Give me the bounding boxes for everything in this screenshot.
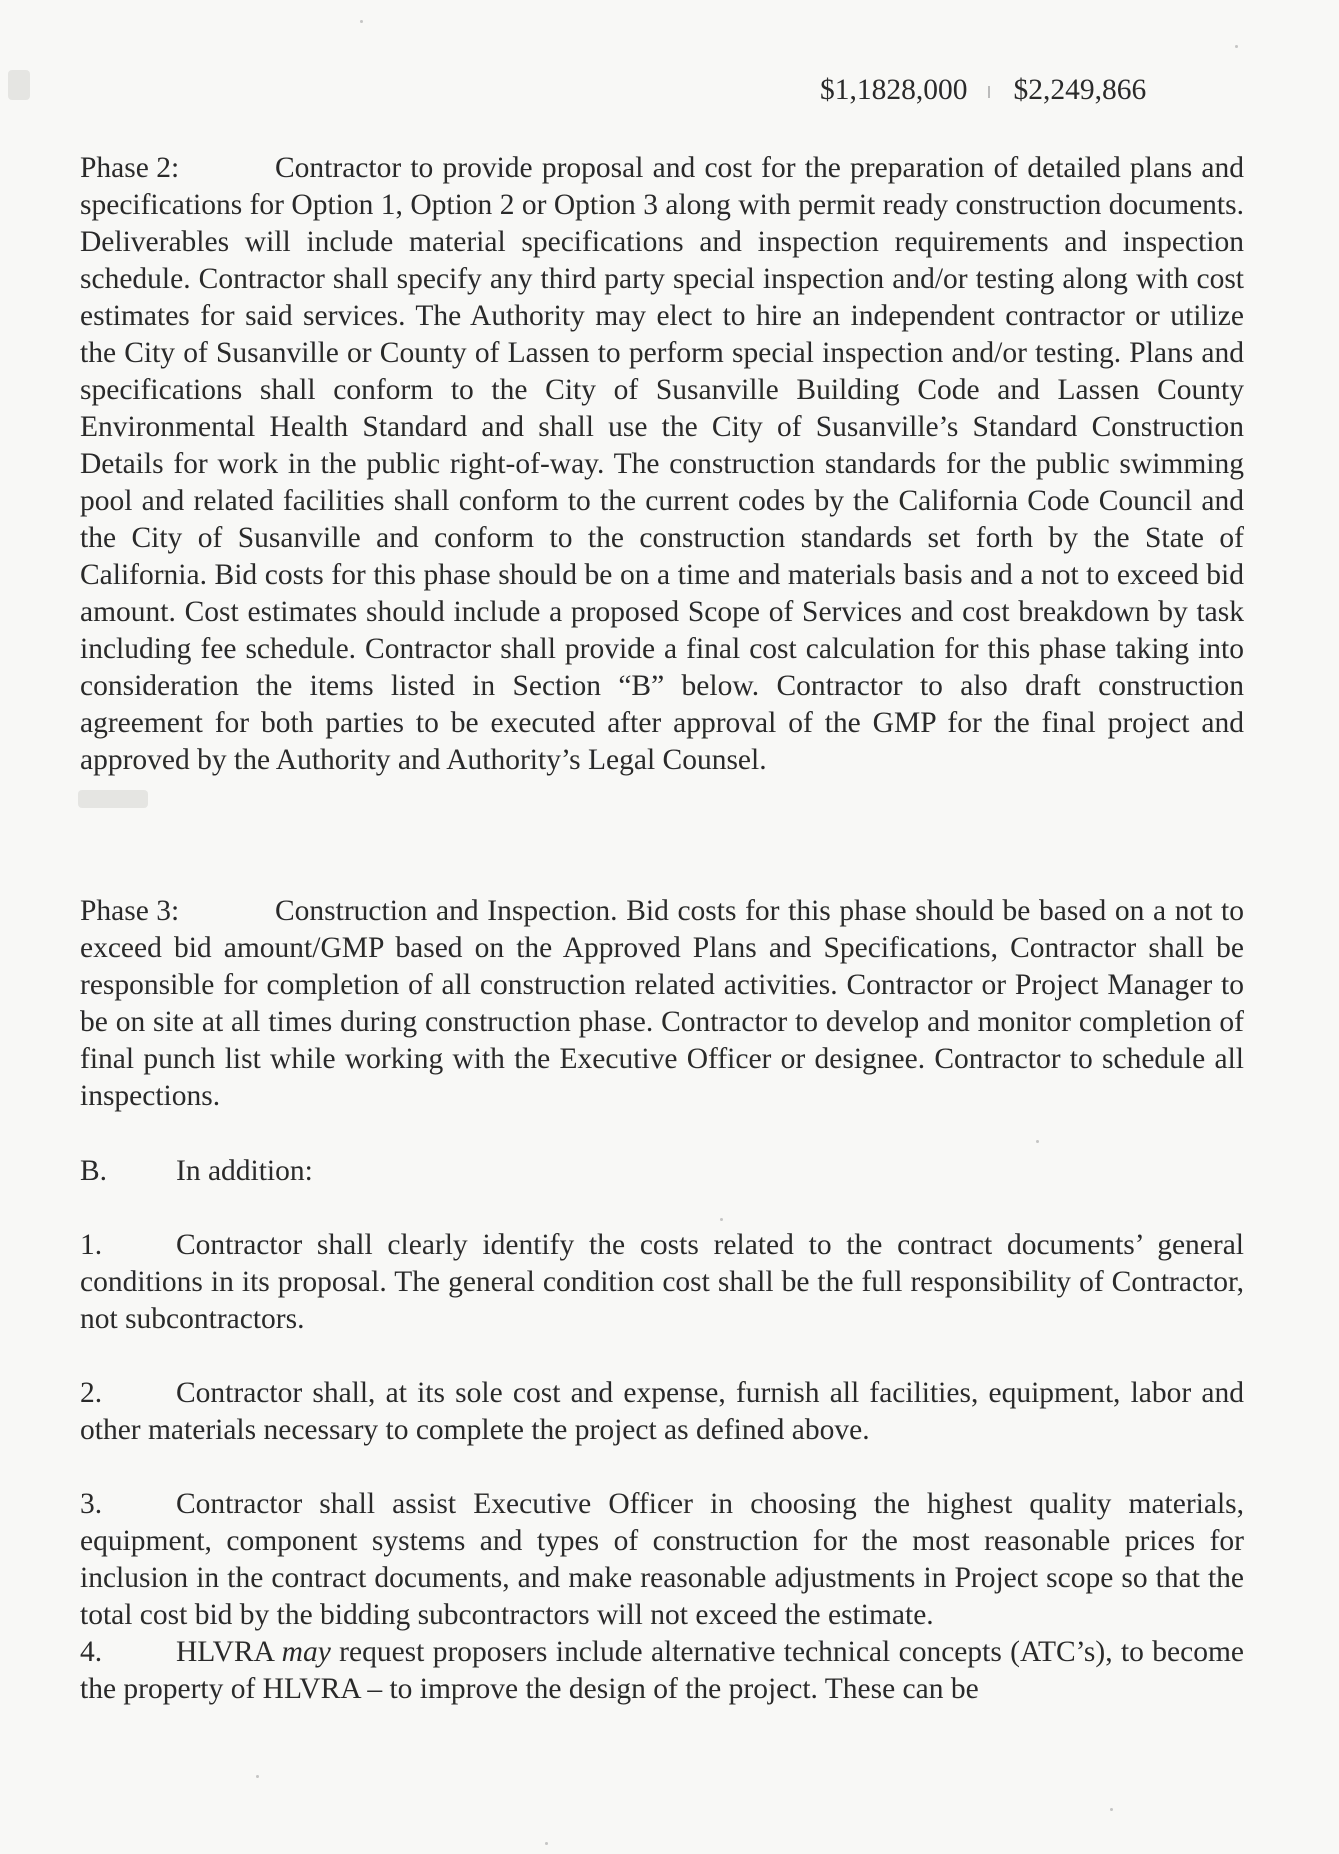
list-item-2 xyxy=(80,1375,1244,1449)
scan-speck xyxy=(256,1775,259,1778)
amount-second: $2,249,866 xyxy=(1013,74,1147,106)
amount-first: $1,1828,000 xyxy=(820,74,968,106)
list-item-3 xyxy=(80,1486,1244,1634)
scan-speck xyxy=(1110,1808,1113,1811)
phase-2-text: Contractor to provide proposal and cost for the preparation of detailed plans and specifications for Option 1, Option 2 or Option 3 along with permit ready construction documents. Deliverables will include material specifications and inspection requirements and inspection schedule. Contractor shall specify any third party special inspection and/or testing along with cost estimates for said services. The Authority may elect to hire an independent contractor or utilize the City of Susanville or County of Lassen to perform special inspection and/or testing. Plans and specifications shall conform to the City of Susanville Building Code and Lassen County Environmental Health Standard and shall use the City of Susanville’s Standard Construction Details for work in the public right-of-way. The construction standards for the public swimming pool and related facilities shall conform to the current codes by the California Code Council and the City of Susanville and conform to the construction standards set forth by the State of California. Bid costs for this phase should be on a time and materials basis and a not to exceed bid amount. Cost estimates should include a proposed Scope of Services and cost breakdown by task including fee schedule. Contractor shall provide a final cost calculation for this phase taking into consideration the items listed in Section “B” below. Contractor to also draft construction agreement for both parties to be executed after approval of the GMP for the final project and approved by the Authority and Authority’s Legal Counsel. xyxy=(80,152,1244,776)
section-b-text: In addition: xyxy=(176,1155,313,1187)
list-item-4-emphasis: may xyxy=(281,1636,331,1668)
list-item-2-text: Contractor shall, at its sole cost and expense, furnish all facilities, equipment, labor and other materials necessary to complete the project as defined above. xyxy=(80,1377,1244,1446)
scan-speck xyxy=(1235,45,1238,48)
scan-speck xyxy=(1036,1140,1039,1143)
scan-smudge xyxy=(78,790,148,808)
list-item-4-number: 4. xyxy=(80,1636,103,1668)
scan-smudge xyxy=(8,70,30,100)
phase-3-paragraph xyxy=(80,893,1244,1115)
phase-2-paragraph xyxy=(80,150,1244,779)
section-b-label: B. xyxy=(80,1155,108,1187)
list-item-4-text-after: request proposers include alternative technical concepts (ATC’s), to become the property of HLVRA – to improve the design of the project. These can be xyxy=(80,1636,1244,1705)
list-item-4 xyxy=(80,1634,1244,1708)
list-item-1-text: Contractor shall clearly identify the costs related to the contract documents’ general conditions in its proposal. The general condition cost shall be the full responsibility of Contractor, not subcontractors. xyxy=(80,1229,1244,1335)
phase-3-text: Construction and Inspection. Bid costs for this phase should be based on a not to exceed bid amount/GMP based on the Approved Plans and Specifications, Contractor shall be responsible for completion of all construction related activities. Contractor or Project Manager to be on site at all times during construction phase. Contractor to develop and monitor completion of final punch list while working with the Executive Officer or designee. Contractor to schedule all inspections. xyxy=(80,895,1244,1112)
scan-mark xyxy=(988,86,990,98)
list-item-1 xyxy=(80,1227,1244,1338)
cost-amounts xyxy=(820,72,1280,109)
scan-speck xyxy=(545,1842,548,1845)
list-item-2-number: 2. xyxy=(80,1377,103,1409)
phase-3-label: Phase 3: xyxy=(80,895,180,927)
list-item-3-number: 3. xyxy=(80,1488,103,1520)
list-item-1-number: 1. xyxy=(80,1229,103,1261)
list-item-3-text: Contractor shall assist Executive Officer in choosing the highest quality materials, equipment, component systems and types of construction for the most reasonable prices for inclusion in the contract documents, and make reasonable adjustments in Project scope so that the total cost bid by the bidding subcontractors will not exceed the estimate. xyxy=(80,1488,1244,1631)
list-item-4-text-before: HLVRA xyxy=(176,1636,282,1668)
section-b-heading xyxy=(80,1153,1244,1190)
scan-speck xyxy=(720,1218,723,1221)
scan-speck xyxy=(360,20,363,23)
phase-2-label: Phase 2: xyxy=(80,152,180,184)
